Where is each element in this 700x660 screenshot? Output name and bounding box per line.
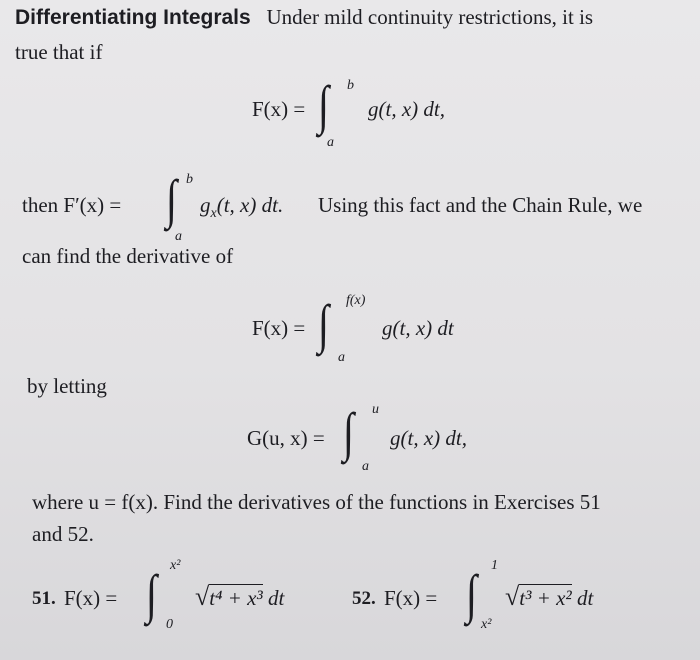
- eq2-lower-limit: a: [338, 350, 345, 365]
- eq1-integrand: g(t, x) dt,: [368, 97, 445, 121]
- eq3-upper-limit: u: [372, 402, 379, 417]
- intro-line-2: true that if: [15, 40, 103, 64]
- by-letting: by letting: [27, 374, 107, 398]
- then-prefix: then F′(x) =: [22, 193, 122, 217]
- intro-text-1: Under mild continuity restrictions, it is: [266, 5, 594, 29]
- eq2-integrand: g(t, x) dt: [382, 316, 454, 340]
- eq3-integrand: g(t, x) dt,: [390, 426, 467, 450]
- exercise-52-number: 52.: [352, 588, 376, 609]
- exercise-51-upper-limit: x²: [170, 558, 181, 573]
- exercise-52-integrand: √t³ + x² dt: [505, 582, 594, 611]
- exercise-51-lhs: F(x) =: [64, 586, 118, 610]
- eq3-lower-limit: a: [362, 459, 369, 474]
- radical-sign-icon: √: [505, 582, 520, 611]
- exercise-51-lower-limit: 0: [166, 617, 173, 632]
- exercise-52-lhs: F(x) =: [384, 586, 438, 610]
- eq2-lhs: F(x) =: [252, 316, 306, 340]
- eq3-integral-sign: ∫: [343, 402, 355, 462]
- then-upper-limit: b: [186, 172, 193, 187]
- exercise-52-radicand: t³ + x²: [519, 586, 572, 610]
- section-heading: Differentiating Integrals: [15, 6, 251, 29]
- where-line-2: and 52.: [32, 522, 94, 546]
- eq3-lhs: G(u, x) =: [247, 426, 325, 450]
- eq1-upper-limit: b: [347, 78, 354, 93]
- then-integral-sign: ∫: [166, 169, 178, 229]
- eq2-upper-limit: f(x): [346, 293, 366, 308]
- exercise-52-lower-limit: x²: [481, 617, 492, 632]
- then-suffix: Using this fact and the Chain Rule, we: [318, 193, 643, 217]
- then-integrand: $g_x(t$, x) dt.: [200, 193, 284, 221]
- eq1-lower-limit: a: [327, 135, 334, 150]
- exercise-51-integral-sign: ∫: [146, 564, 158, 624]
- eq1-lhs: F(x) =: [252, 97, 306, 121]
- eq2-integral-sign: ∫: [318, 294, 330, 354]
- radical-sign-icon: √: [195, 582, 210, 611]
- exercise-52-upper-limit: 1: [491, 558, 498, 573]
- find-derivative-line: can find the derivative of: [22, 244, 234, 268]
- exercise-51-radicand: t⁴ + x³: [209, 586, 263, 610]
- exercise-51-number: 51.: [32, 588, 56, 609]
- exercise-51-integrand: √t⁴ + x³ dt: [195, 582, 285, 611]
- intro-line-1: [15, 3, 593, 32]
- then-lower-limit: a: [175, 229, 182, 244]
- where-line-1: where u = f(x). Find the derivatives of the functions in Exercises 51: [32, 490, 601, 514]
- exercise-52-integral-sign: ∫: [466, 564, 478, 624]
- eq1-integral-sign: ∫: [318, 75, 330, 135]
